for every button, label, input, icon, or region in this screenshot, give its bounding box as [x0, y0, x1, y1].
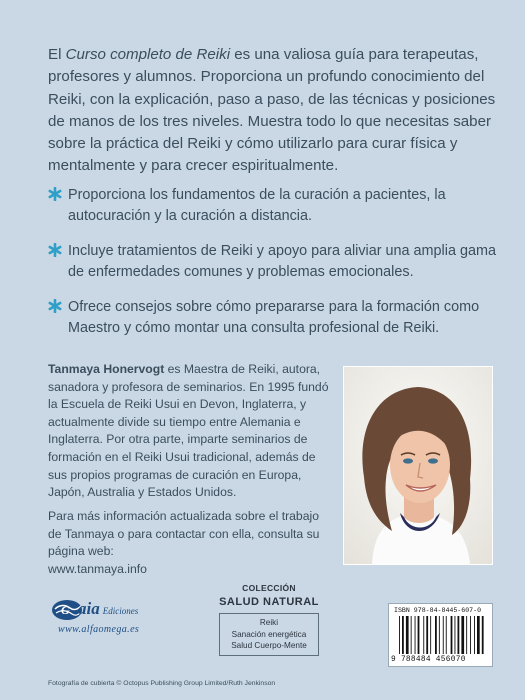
barcode-bar: [406, 616, 409, 654]
barcode-bar: [474, 616, 475, 654]
isbn-barcode: [388, 603, 493, 667]
collection-category: Sanación energética: [231, 629, 307, 639]
collection-block: [219, 583, 319, 656]
intro-paragraph: [48, 44, 496, 178]
intro-text: es una valiosa guía para terapeutas, profesores y alumnos. Proporciona un profundo conocimiento del Reiki, con la explicación, paso a paso, de las técnicas y posiciones de manos de los tres niveles. Muestra todo lo que necesitas saber sobre la práctica del Reiki y cómo utilizarlo para curar física y mentalmente y para crecer espiritualmente.: [48, 46, 496, 175]
isbn-text: ISBN 978-84-8445-607-0: [394, 607, 482, 614]
barcode-bar: [435, 616, 437, 654]
barcode-bar: [402, 616, 404, 654]
collection-label: COLECCIÓN: [242, 583, 296, 593]
author-bio-text: es Maestra de Reiki, autora, sanadora y profesora de seminarios. En 1995 fundó la Escuela de Reiki Usui en Devon, Inglaterra, y actualmente divide su tiempo entre Alemania e Inglaterra. Por otra parte, imparte seminarios de formación en el Reiki Usui tradicional, además de sus propios programas de curación en Europa, Japón, Australia y Estados Unidos.: [48, 362, 329, 500]
barcode-bar: [426, 616, 428, 654]
barcode-bar: [430, 616, 431, 654]
publisher-logo: [50, 597, 190, 635]
more-info-text: Para más información actualizada sobre el trabajo de Tanmaya o para contactar con ella, consulta su página web:: [48, 509, 320, 559]
publisher-url[interactable]: www.alfaomega.es: [58, 624, 140, 635]
asterisk-bullet-icon: [48, 299, 62, 313]
feature-text: Incluye tratamientos de Reiki y apoyo para aliviar una amplia gama de enfermedades comunes y problemas emocionales.: [68, 243, 496, 280]
barcode-bar: [418, 616, 420, 654]
barcode-bar: [399, 616, 400, 654]
feature-item: [48, 241, 508, 282]
barcode-bar: [482, 616, 484, 654]
barcode-bar: [415, 616, 416, 654]
barcode-bar: [423, 616, 424, 654]
author-name: Tanmaya Honervogt: [48, 362, 165, 376]
barcode-bar: [458, 616, 460, 654]
barcode-bar: [466, 616, 467, 654]
barcode-bar: [451, 616, 453, 654]
author-portrait-illustration: [344, 367, 492, 564]
author-photo: [343, 366, 493, 565]
asterisk-bullet-icon: [48, 243, 62, 257]
collection-category: Salud Cuerpo-Mente: [231, 641, 307, 650]
collection-name: SALUD NATURAL: [219, 596, 319, 608]
barcode-bar: [470, 616, 471, 654]
barcode-bar: [439, 616, 440, 654]
svg-text:G: G: [61, 603, 70, 617]
book-title: Curso completo de Reiki: [65, 46, 231, 63]
barcode-bar: [455, 616, 456, 654]
feature-list: [48, 185, 508, 353]
more-info-block: [48, 508, 333, 578]
author-website-link[interactable]: www.tanmaya.info: [48, 561, 147, 576]
feature-text: Ofrece consejos sobre cómo prepararse para la formación como Maestro y cómo montar una consulta profesional de Reiki.: [68, 299, 480, 336]
barcode-bar: [411, 616, 412, 654]
barcode-bar: [446, 616, 447, 654]
barcode-bar: [461, 616, 464, 654]
photo-credit: Fotografía de cubierta © Octopus Publishing Group Limited/Ruth Jenkinson: [48, 680, 276, 687]
collection-categories: [219, 613, 319, 656]
author-bio: [48, 361, 333, 502]
feature-text: Proporciona los fundamentos de la curación a pacientes, la autocuración y la curación a distancia.: [68, 187, 446, 224]
feature-item: [48, 185, 508, 226]
collection-category: Reiki: [259, 618, 279, 627]
publisher-suffix: Ediciones: [102, 606, 139, 616]
asterisk-bullet-icon: [48, 187, 62, 201]
barcode-bar: [477, 616, 480, 654]
intro-prefix: El: [48, 46, 66, 63]
barcode-bar: [443, 616, 444, 654]
feature-item: [48, 297, 508, 338]
barcode-digits: 9 788484 456070: [391, 656, 466, 664]
publisher-name: aia: [78, 599, 100, 618]
